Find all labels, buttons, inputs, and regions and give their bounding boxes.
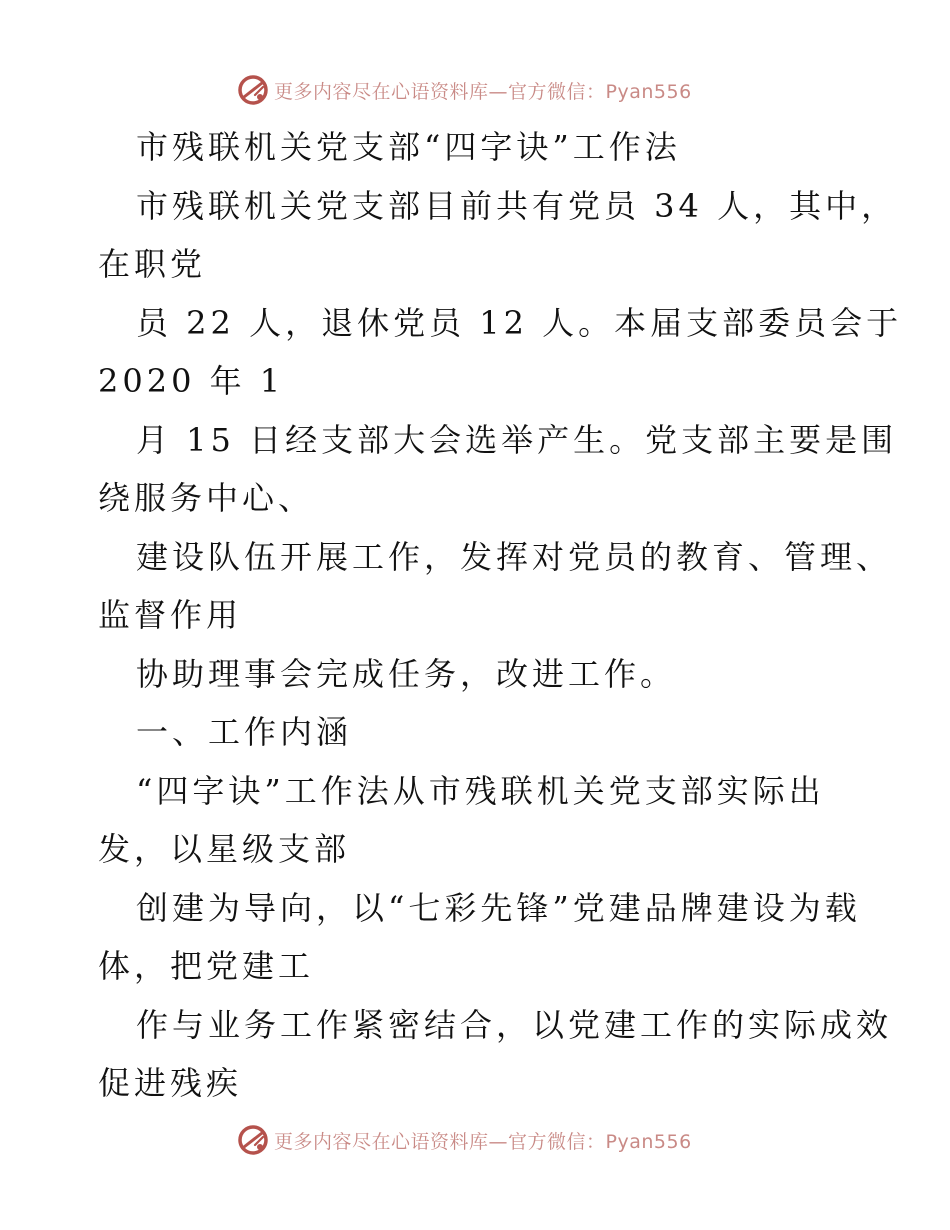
text-line: “四字诀”工作法从市残联机关党支部实际出 [136, 771, 825, 810]
text-line: 发，以星级支部 [98, 830, 351, 868]
document-body [98, 118, 903, 1113]
text-line: 在职党 [98, 245, 207, 283]
section-heading: 一、工作内涵 [136, 713, 353, 751]
logo-icon [236, 1123, 270, 1157]
text-line: 促进残疾 [98, 1064, 243, 1102]
text-line: 作与业务工作紧密结合，以党建工作的实际成效 [136, 1005, 893, 1044]
text-line: 市残联机关党支部目前共有党员 34 人，其中， [136, 186, 898, 225]
text-line: 2020 年 1 [98, 362, 285, 400]
text-line: 监督作用 [98, 596, 243, 634]
logo-icon [236, 73, 270, 107]
text-line: 体，把党建工 [98, 947, 315, 985]
banner-text: 更多内容尽在心语资料库—官方微信：Pyan556 [274, 80, 692, 103]
text-line: 绕服务中心、 [98, 479, 315, 517]
text-line: 月 15 日经支部大会选举产生。党支部主要是围 [136, 420, 898, 459]
footer-banner [236, 1120, 692, 1160]
header-banner [236, 70, 692, 110]
text-line: 创建为导向，以“七彩先锋”党建品牌建设为载 [136, 888, 861, 927]
text-line: 建设队伍开展工作，发挥对党员的教育、管理、 [136, 537, 893, 576]
banner-text: 更多内容尽在心语资料库—官方微信：Pyan556 [274, 1130, 692, 1153]
text-line: 员 22 人，退休党员 12 人。本届支部委员会于 [136, 303, 903, 342]
text-line: 市残联机关党支部“四字诀”工作法 [136, 128, 681, 166]
text-line: 协助理事会完成任务，改进工作。 [136, 654, 677, 693]
